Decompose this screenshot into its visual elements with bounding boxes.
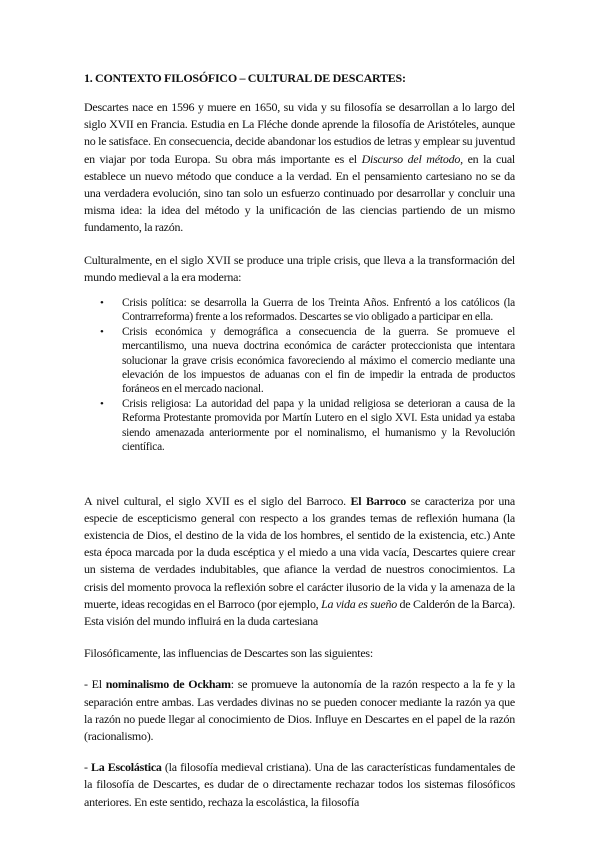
barroco-paragraph: A nivel cultural, el siglo XVII es el siglo del Barroco. El Barroco se caracteriza por una especie de escepticismo general con respecto a los grandes temas de reflexión humana (la existencia de Dios, el destino de la vida de los hombres, el sentido de la existencia, etc.) Ante esta época marcada por la duda escéptica y el miedo a una vida vacía, Descartes quiere crear un sistema de verdades indubitables, que afiance la verdad de nuestros conocimientos. La crisis del momento provoca la reflexión sobre el carácter ilusorio de la vida y la amenaza de la muerte, ideas recogidas en el Barroco (por ejemplo, La vida es sueño de Calderón de la Barca). Esta visión del mundo influirá en la duda cartesiana — [84, 493, 516, 628]
bullet-icon: • — [100, 397, 104, 410]
document-page — [84, 70, 515, 811]
work-title: Discurso del método, — [361, 151, 463, 166]
nominalismo-paragraph: - El nominalismo de Ockham: se promueve la autonomía de la razón respecto a la fe y la separación entre ambas. Las verdades divinas no se pueden conocer mediante la razón ya que la razón no puede llegar al conocimiento de Dios. Influye en Descartes en el papel de la razón (racionalismo). — [84, 677, 515, 743]
intro-paragraph — [84, 99, 515, 237]
list-item: • Crisis religiosa: La autoridad del papa y la unidad religiosa se deterioran a causa de la Reforma Protestante promovida por Martín Lutero en el siglo XVI. Esta unidad ya estaba siendo amenazada anteriormente por el nominalismo, el humanismo y la Revolución científica. — [100, 397, 515, 454]
nominalismo-term: nominalismo de Ockham — [105, 677, 231, 692]
intro-text-1: Descartes nace en 1596 y muere en 1650, su vida y su filosofía se desarrollan a lo largo del siglo XVII en Francia. Estudia en La Fléche donde aprende la filosofía de Aristóteles, aunque no le satisface. En consecuencia, decide abandonar los estudios de letras y emplear su juventud en viajar por toda Europa. Su obra más importante es el — [84, 100, 515, 166]
intro-text-2: en la cual establece un nuevo método que conduce a la verdad. En el pensamiento cartesiano no se da una verdadera evolución, sino tan solo un esfuerzo continuado por desarrollar y concluir una misma idea: la idea del método y la unificación de las ciencias partiendo de un mismo fundamento, la razón. — [84, 151, 515, 235]
bullet-icon: • — [100, 297, 104, 310]
list-item: • Crisis económica y demográfica a consecuencia de la guerra. Se promueve el mercantilismo, una nueva doctrina económica de carácter proteccionista que intentara solucionar la grave crisis económica favoreciendo al máximo el comercio mediante una elevación de los impuestos de aduanas con el fin de impedir la entrada de productos foráneos en el mercado nacional. — [100, 325, 515, 396]
crisis-list — [84, 296, 515, 454]
section-heading: 1. CONTEXTO FILOSÓFICO – CULTURAL DE DESCARTES: — [84, 71, 406, 85]
cultural-intro-paragraph: Culturalmente, en el siglo XVII se produce una triple crisis, que lleva a la transformación del mundo medieval a la era moderna: — [84, 252, 515, 284]
play-title: La vida es sueño — [321, 596, 397, 611]
bullet-icon: • — [100, 325, 104, 338]
list-item: • Crisis política: se desarrolla la Guerra de los Treinta Años. Enfrentó a los católicos (la Contrarreforma) frente a los reformados. Descartes se vio obligado a participar en ella. — [100, 297, 515, 324]
escolastica-paragraph: - La Escolástica (la filosofía medieval cristiana). Una de las características fundamentales de la filosofía de Descartes, es dudar de o directamente rechazar todos los sistemas filosóficos anteriores. En este sentido, rechaza la escolástica, la filosofía — [84, 760, 516, 809]
escolastica-term: La Escolástica — [91, 760, 162, 775]
influences-intro-paragraph: Filosóficamente, las influencias de Descartes son las siguientes: — [84, 646, 373, 661]
barroco-term: El Barroco — [350, 493, 407, 508]
